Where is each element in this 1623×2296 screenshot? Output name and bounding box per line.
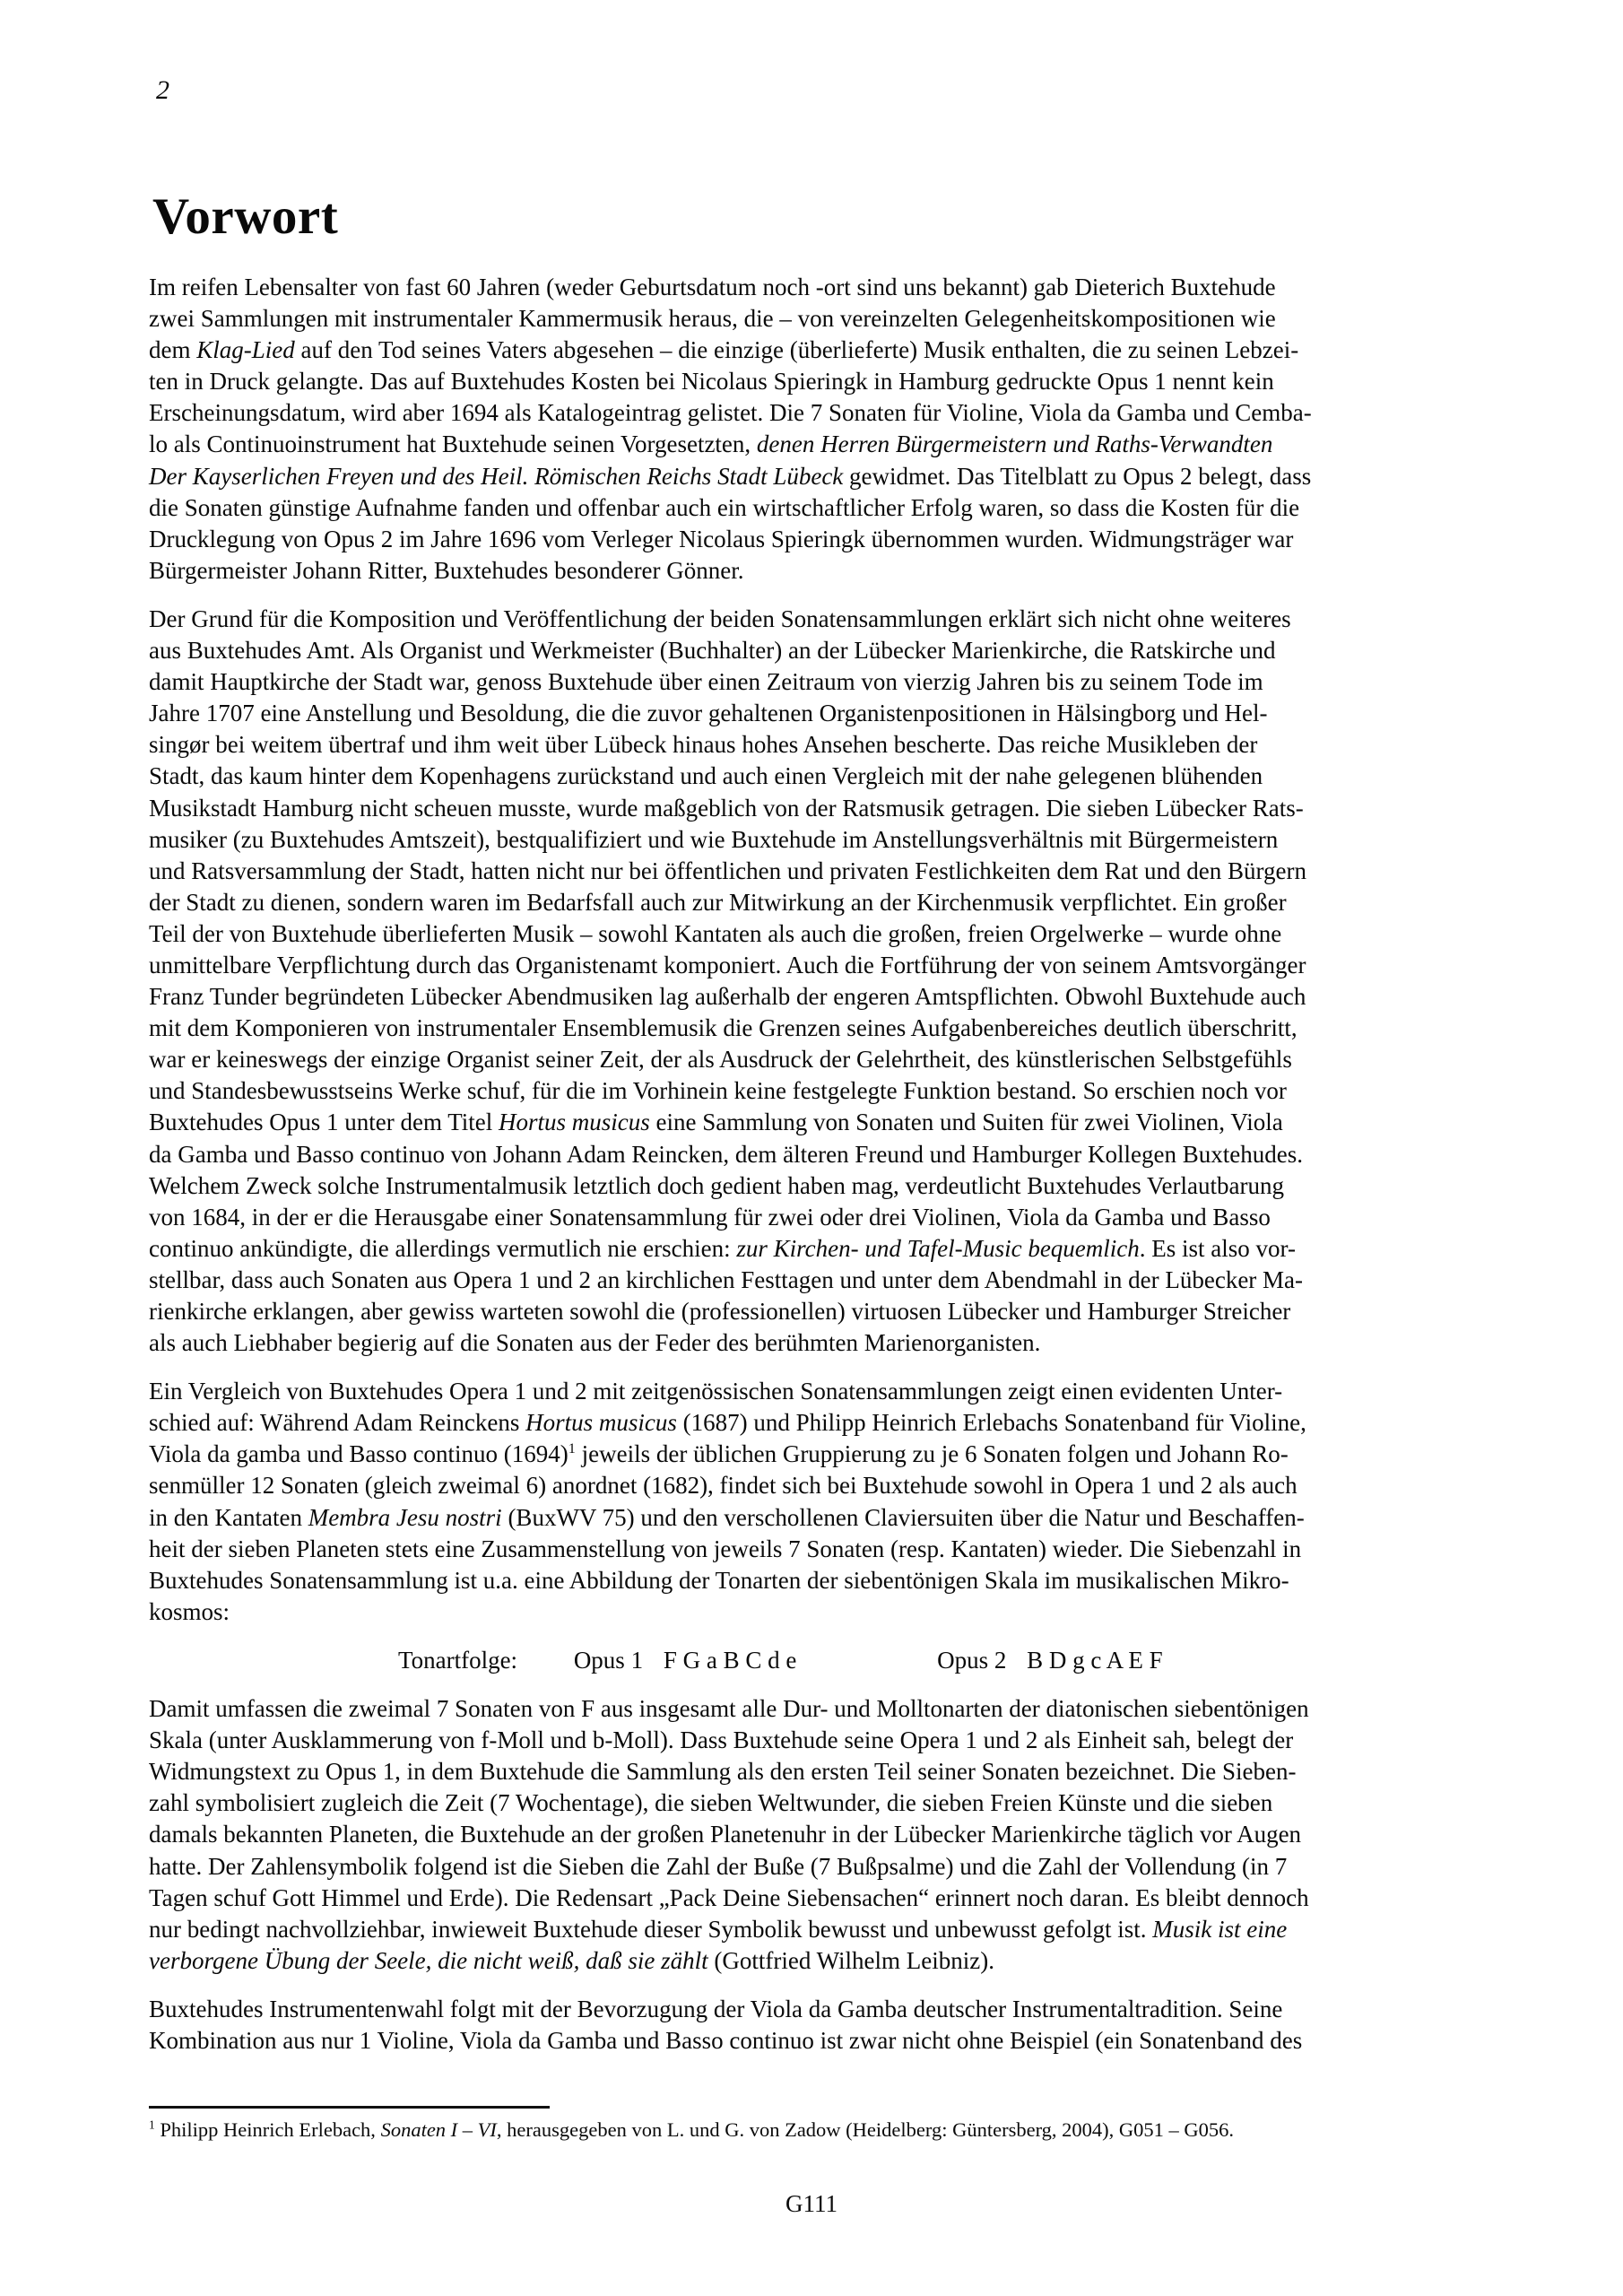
- text-line: [149, 918, 1494, 950]
- text-run: Viola da gamba und Basso continuo (1694): [149, 1440, 568, 1468]
- text-run: Damit umfassen die zweimal 7 Sonaten von F aus insgesamt alle Dur- und Molltonarten der diatonischen siebentönigen: [149, 1695, 1309, 1723]
- text-run: Im reifen Lebensalter von fast 60 Jahren (weder Geburtsdatum noch -ort sind uns bekannt) gab Dieterich Buxtehude: [149, 274, 1276, 300]
- text-line: [149, 1470, 1494, 1501]
- text-line: [149, 1756, 1494, 1787]
- text-line: [149, 1327, 1494, 1359]
- opus1-label: Opus 1: [573, 1646, 644, 1674]
- text-run: lo als Continuoinstrument hat Buxtehude seinen Vorgesetzten,: [149, 430, 757, 458]
- footnote: [149, 2117, 1449, 2144]
- text-line: [149, 1170, 1494, 1202]
- text-line: [149, 1565, 1494, 1596]
- text-run: . Es ist also vor-: [1139, 1234, 1296, 1262]
- text-line: [149, 856, 1494, 887]
- italic-text-run: zur Kirchen- und Tafel-Music bequemlich: [736, 1234, 1140, 1262]
- page-title: Vorwort: [152, 188, 339, 245]
- text-run: Erscheinungsdatum, wird aber 1694 als Katalogeintrag gelistet. Die 7 Sonaten für Violine, Viola da Gamba und Cemba-: [149, 399, 1312, 427]
- paragraph-group-before-tonart: [149, 272, 1494, 1628]
- text-line: [149, 887, 1494, 918]
- text-run: Philipp Heinrich Erlebach,: [154, 2118, 381, 2141]
- paragraph: [149, 1376, 1494, 1628]
- text-line: [149, 604, 1494, 635]
- text-run: unmittelbare Verpflichtung durch das Organistenamt komponiert. Auch die Fortführung der von seinem Amtsvorgänger: [149, 951, 1306, 978]
- text-run: stellbar, dass auch Sonaten aus Opera 1 und 2 an kirchlichen Festtagen und unter dem Abendmahl in der Lübecker Ma-: [149, 1265, 1304, 1293]
- text-run: der Stadt zu dienen, sondern waren im Bedarfsfall auch zur Mitwirkung an der Kirchenmusik verpflichtet. Ein großer: [149, 888, 1287, 916]
- paragraph-group-after-tonart: [149, 1693, 1494, 2057]
- text-run: , herausgegeben von L. und G. von Zadow (Heidelberg: Güntersberg, 2004), G051 – G056.: [496, 2118, 1235, 2141]
- text-run: als auch Liebhaber begierig auf die Sonaten aus der Feder des berühmten Marienorganisten.: [149, 1329, 1041, 1357]
- text-line: [149, 1376, 1494, 1407]
- text-run: Jahre 1707 eine Anstellung und Besoldung, die die zuvor gehaltenen Organistenpositionen in Hälsingborg und Hel-: [149, 700, 1268, 727]
- text-line: [149, 397, 1494, 429]
- text-run: damals bekannten Planeten, die Buxtehude an der großen Planetenuhr in der Lübecker Marienkirche täglich vor Augen: [149, 1821, 1302, 1848]
- text-run: heit der sieben Planeten stets eine Zusammenstellung von jeweils 7 Sonaten (resp. Kantaten) wieder. Die Siebenzahl in: [149, 1535, 1302, 1562]
- text-run: (1687) und Philipp Heinrich Erlebachs Sonatenband für Violine,: [676, 1409, 1306, 1437]
- italic-text-run: verborgene Übung der Seele, die nicht weiß, daß sie zählt: [149, 1946, 708, 1974]
- text-run: zahl symbolisiert zugleich die Zeit (7 Wochentage), die sieben Weltwunder, die sieben Freien Künste und die sieben: [149, 1789, 1273, 1817]
- text-run: gewidmet. Das Titelblatt zu Opus 2 belegt, dass: [843, 462, 1312, 490]
- text-run: Der Grund für die Komposition und Veröffentlichung der beiden Sonatensammlungen erklärt sich nicht ohne weiteres: [149, 604, 1291, 632]
- document-body: [149, 272, 1494, 2074]
- text-line: [149, 1851, 1494, 1883]
- opus2-keys: B D g c A E F: [1027, 1646, 1163, 1674]
- text-run: und Ratsversammlung der Stadt, hatten nicht nur bei öffentlichen und privaten Festlichkeiten dem Rat und den Bürgern: [149, 857, 1306, 884]
- paragraph: [149, 272, 1494, 587]
- text-line: [149, 303, 1494, 335]
- text-line: [149, 1139, 1494, 1170]
- text-line: [149, 1502, 1494, 1534]
- text-line: [149, 1107, 1494, 1138]
- text-run: (Gottfried Wilhelm Leibniz).: [707, 1946, 994, 1974]
- text-line: [149, 1233, 1494, 1265]
- paragraph: [149, 1994, 1494, 2057]
- text-line: [149, 1044, 1494, 1075]
- text-run: Widmungstext zu Opus 1, in dem Buxtehude die Sammlung als den ersten Teil seiner Sonaten bezeichnet. Die Sieben-: [149, 1758, 1297, 1786]
- text-run: Welchem Zweck solche Instrumentalmusik letztlich doch gedient haben mag, verdeutlicht Buxtehudes Verlautbarung: [149, 1171, 1284, 1199]
- text-run: Stadt, das kaum hinter dem Kopenhagens zurückstand und auch einen Vergleich mit der nahe gelegenen blühenden: [149, 762, 1263, 790]
- italic-text-run: denen Herren Bürgermeistern und Raths-Verwandten: [756, 430, 1273, 458]
- text-line: [149, 1296, 1494, 1327]
- text-run: jeweils der üblichen Gruppierung zu je 6 Sonaten folgen und Johann Ro-: [575, 1440, 1289, 1468]
- text-line: [149, 366, 1494, 397]
- text-line: [149, 1994, 1494, 2025]
- text-run: kosmos:: [149, 1597, 230, 1625]
- text-run: und Standesbewusstseins Werke schuf, für die im Vorhinein keine festgelegte Funktion bestand. So erschien noch vor: [149, 1077, 1287, 1105]
- text-run: hatte. Der Zahlensymbolik folgend ist die Sieben die Zahl der Buße (7 Bußpsalme) und die Zahl der Vollendung (in 7: [149, 1852, 1288, 1880]
- text-run: in den Kantaten: [149, 1503, 308, 1531]
- text-run: nur bedingt nachvollziehbar, inwieweit Buxtehude dieser Symbolik bewusst und unbewusst gefolgt ist.: [149, 1915, 1153, 1943]
- text-line: [149, 635, 1494, 666]
- footnote-reference: 1: [568, 1440, 576, 1457]
- text-line: [149, 555, 1494, 587]
- text-run: von 1684, in der er die Herausgabe einer Sonatensammlung für zwei oder drei Violinen, Viola da Gamba und Basso: [149, 1203, 1271, 1231]
- text-run: singør bei weitem übertraf und ihm weit über Lübeck hinaus hohes Ansehen bescherte. Das reiche Musikleben der: [149, 731, 1258, 759]
- italic-text-run: Hortus musicus: [525, 1409, 677, 1437]
- tonart-sequence-line: [149, 1645, 1494, 1676]
- text-line: [149, 824, 1494, 856]
- text-run: schied auf: Während Adam Reinckens: [149, 1409, 526, 1437]
- text-line: [149, 1693, 1494, 1725]
- text-run: die Sonaten günstige Aufnahme fanden und offenbar auch ein wirtschaftlicher Erfolg waren, so dass die Kosten für die: [149, 493, 1300, 521]
- text-line: [149, 698, 1494, 729]
- footnote-separator: [149, 2106, 550, 2109]
- text-line: [149, 793, 1494, 824]
- text-line: [149, 492, 1494, 524]
- text-run: rienkirche erklangen, aber gewiss warteten sowohl die (professionellen) virtuosen Lübecker und Hamburger Streicher: [149, 1298, 1291, 1325]
- text-line: [149, 981, 1494, 1013]
- text-run: Ein Vergleich von Buxtehudes Opera 1 und 2 mit zeitgenössischen Sonatensammlungen zeigt einen evidenten Unter-: [149, 1378, 1283, 1405]
- text-run: damit Hauptkirche der Stadt war, genoss Buxtehude über einen Zeitraum von vierzig Jahren bis zu seinem Tode im: [149, 668, 1263, 696]
- footnote-text: [149, 2117, 1449, 2144]
- text-line: [149, 1914, 1494, 1945]
- italic-text-run: Musik ist eine: [1152, 1915, 1288, 1943]
- text-line: [149, 461, 1494, 492]
- text-line: [149, 1787, 1494, 1819]
- text-line: [149, 729, 1494, 761]
- text-run: continuo ankündigte, die allerdings vermutlich nie erschien:: [149, 1234, 737, 1262]
- text-line: [149, 429, 1494, 460]
- text-line: [149, 1407, 1494, 1439]
- text-line: [149, 1265, 1494, 1296]
- text-run: dem: [149, 336, 197, 364]
- text-line: [149, 950, 1494, 981]
- italic-text-run: Klag-Lied: [196, 336, 295, 364]
- paragraph: [149, 604, 1494, 1359]
- text-run: ten in Druck gelangte. Das auf Buxtehudes Kosten bei Nicolaus Spieringk in Hamburg gedruckte Opus 1 nennt kein: [149, 368, 1274, 396]
- text-line: [149, 1883, 1494, 1914]
- text-line: [149, 1534, 1494, 1565]
- text-run: Buxtehudes Opus 1 unter dem Titel: [149, 1109, 499, 1136]
- tonart-label: Tonartfolge:: [398, 1646, 518, 1674]
- text-line: [149, 761, 1494, 792]
- page-number: 2: [156, 75, 169, 105]
- opus1-keys: F G a B C d e: [663, 1646, 797, 1674]
- text-run: (BuxWV 75) und den verschollenen Claviersuiten über die Natur und Beschaffen-: [501, 1503, 1305, 1531]
- text-run: Musikstadt Hamburg nicht scheuen musste, wurde maßgeblich von der Ratsmusik getragen. Die sieben Lübecker Rats-: [149, 794, 1304, 822]
- page-footer-catalog-number: G111: [785, 2190, 838, 2217]
- text-run: Bürgermeister Johann Ritter, Buxtehudes besonderer Gönner.: [149, 556, 744, 584]
- text-line: [149, 666, 1494, 698]
- text-line: [149, 2025, 1494, 2057]
- text-run: Buxtehudes Sonatensammlung ist u.a. eine Abbildung der Tonarten der siebentönigen Skala im musikalischen Mikro-: [149, 1566, 1289, 1594]
- footnote-reference: 1: [149, 2118, 155, 2132]
- text-line: [149, 1013, 1494, 1044]
- text-run: Drucklegung von Opus 2 im Jahre 1696 vom Verleger Nicolaus Spieringk übernommen wurden. Widmungsträger war: [149, 525, 1294, 552]
- text-run: da Gamba und Basso continuo von Johann Adam Reincken, dem älteren Freund und Hamburger Kollegen Buxtehudes.: [149, 1140, 1303, 1168]
- text-line: [149, 1075, 1494, 1107]
- text-run: auf den Tod seines Vaters abgesehen – die einzige (überlieferte) Musik enthalten, die zu seinen Lebzei-: [294, 336, 1299, 364]
- paragraph: [149, 1693, 1494, 1977]
- italic-text-run: Sonaten I – VI: [380, 2118, 497, 2141]
- text-run: Buxtehudes Instrumentenwahl folgt mit der Bevorzugung der Viola da Gamba deutscher Instrumentaltradition. Seine: [149, 1995, 1283, 2022]
- opus2-label: Opus 2: [937, 1646, 1007, 1674]
- text-run: eine Sammlung von Sonaten und Suiten für zwei Violinen, Viola: [649, 1109, 1283, 1136]
- italic-text-run: Der Kayserlichen Freyen und des Heil. Römischen Reichs Stadt Lübeck: [149, 462, 844, 490]
- text-run: musiker (zu Buxtehudes Amtszeit), bestqualifiziert und wie Buxtehude im Anstellungsverhältnis mit Bürgermeistern: [149, 825, 1279, 853]
- text-line: [149, 1202, 1494, 1233]
- text-run: senmüller 12 Sonaten (gleich zweimal 6) anordnet (1682), findet sich bei Buxtehude sowohl in Opera 1 und 2 als auch: [149, 1472, 1298, 1500]
- text-run: war er keineswegs der einzige Organist seiner Zeit, der als Ausdruck der Gelehrtheit, des künstlerischen Selbstgefühls: [149, 1046, 1292, 1074]
- text-line: [149, 335, 1494, 366]
- text-run: Kombination aus nur 1 Violine, Viola da Gamba und Basso continuo ist zwar nicht ohne Beispiel (ein Sonatenband des: [149, 2026, 1303, 2054]
- text-line: [149, 524, 1494, 555]
- text-line: [149, 1725, 1494, 1756]
- text-run: aus Buxtehudes Amt. Als Organist und Werkmeister (Buchhalter) an der Lübecker Marienkirche, die Ratskirche und: [149, 637, 1276, 665]
- text-line: [149, 272, 1494, 303]
- italic-text-run: Membra Jesu nostri: [308, 1503, 502, 1531]
- text-line: [149, 1819, 1494, 1850]
- text-line: [149, 1596, 1494, 1628]
- text-run: Skala (unter Ausklammerung von f-Moll und b-Moll). Dass Buxtehude seine Opera 1 und 2 als Einheit sah, belegt der: [149, 1726, 1294, 1754]
- text-run: Teil der von Buxtehude überlieferten Musik – sowohl Kantaten als auch die großen, freien Orgelwerke – wurde ohne: [149, 919, 1282, 947]
- text-line: [149, 1945, 1494, 1977]
- text-line: [149, 1439, 1494, 1470]
- text-run: Franz Tunder begründeten Lübecker Abendmusiken lag außerhalb der engeren Amtspflichten. Obwohl Buxtehude auch: [149, 983, 1306, 1011]
- text-run: mit dem Komponieren von instrumentaler Ensemblemusik die Grenzen seines Aufgabenbereiches deutlich überschritt,: [149, 1014, 1298, 1042]
- italic-text-run: Hortus musicus: [499, 1109, 650, 1136]
- text-run: zwei Sammlungen mit instrumentaler Kammermusik heraus, die – von vereinzelten Gelegenheitskompositionen wie: [149, 305, 1276, 333]
- text-run: Tagen schuf Gott Himmel und Erde). Die Redensart „Pack Deine Siebensachen“ erinnert noch daran. Es bleibt dennoch: [149, 1883, 1309, 1911]
